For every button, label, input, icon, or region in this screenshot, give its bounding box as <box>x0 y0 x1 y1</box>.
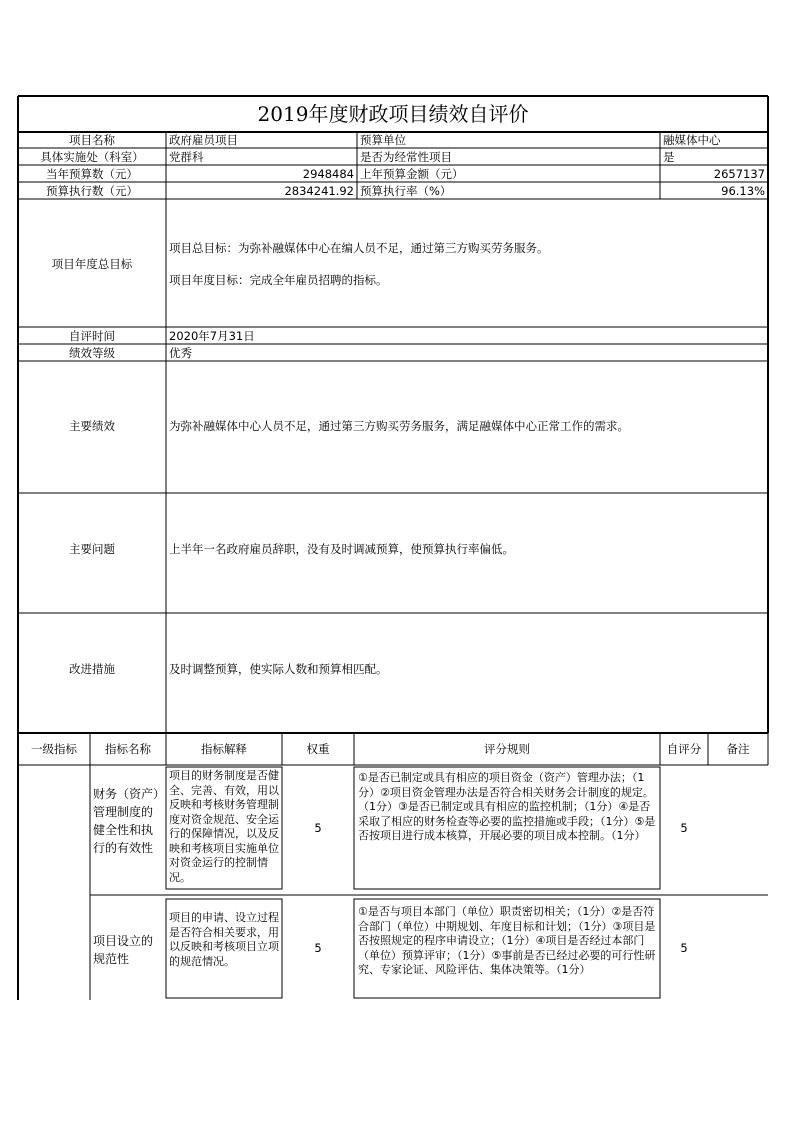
header-explain: 指标解释 <box>201 742 247 756</box>
problems-label: 主要问题 <box>69 542 115 556</box>
indicator-weight: 5 <box>314 821 322 835</box>
goals-line-2: 项目年度目标：完成全年雇员招聘的指标。 <box>169 273 388 287</box>
budget-label: 当年预算数（元） <box>46 167 138 181</box>
project-name-label: 项目名称 <box>69 133 115 147</box>
indicator-explain: 项目的财务制度是否健全、完善、有效，用以反映和考核财务管理制度对资金规范、安全运行的保障情况，以及反映和考核项目实施单位对资金运行的控制情况。 <box>169 769 279 884</box>
grade-value: 优秀 <box>169 346 192 360</box>
grade-label: 绩效等级 <box>69 346 115 360</box>
executed-value: 2834241.92 <box>284 184 354 198</box>
prev-budget-value: 2657137 <box>713 167 765 181</box>
impl-label: 具体实施处（科室） <box>40 150 144 164</box>
budget-value: 2948484 <box>302 167 354 181</box>
impl-value: 党群科 <box>169 150 204 164</box>
indicator-rules: ①是否已制定或具有相应的项目资金（资产）管理办法；（1分）②项目资金管理办法是否符合相关财务会计制度的规定。（1分）③是否已制定或具有相应的监控机制；（1分）④是否采取了相应的财务检查等必要的监控措施或手段；（1分）⑤是否按项目进行成本核算，开展必要的项目成本控制。（1分） <box>358 771 656 842</box>
eval-time-value: 2020年7月31日 <box>169 329 255 343</box>
header-remark: 备注 <box>726 742 750 756</box>
recurring-label: 是否为经常性项目 <box>360 150 452 164</box>
measures-value: 及时调整预算，使实际人数和预算相匹配。 <box>169 662 388 676</box>
goals-label: 项目年度总目标 <box>51 257 133 271</box>
recurring-value: 是 <box>663 150 675 164</box>
performance-value: 为弥补融媒体中心人员不足，通过第三方购买劳务服务，满足融媒体中心正常工作的需求。 <box>169 419 629 433</box>
indicator-explain: 项目的申请、设立过程是否符合相关要求，用以反映和考核项目立项的规范情况。 <box>169 911 279 968</box>
indicator-score: 5 <box>680 821 688 835</box>
indicator-name: 财务（资产）管理制度的健全性和执行的有效性 <box>93 787 160 855</box>
indicator-rules: ①是否与项目本部门（单位）职责密切相关；（1分）②是否符合部门（单位）中期规划、年度目标和计划；（1分）③项目是否按照规定的程序申请设立；（1分）④项目是否经过本部门（单位）预算评审；（1分）⑤事前是否已经过必要的可行性研究、专家论证、风险评估、集体决策等。（1分） <box>358 905 656 976</box>
header-name: 指标名称 <box>105 742 151 756</box>
header-rules: 评分规则 <box>484 742 530 756</box>
budget-unit-value: 融媒体中心 <box>663 133 721 147</box>
exec-rate-label: 预算执行率（%） <box>360 184 452 198</box>
header-self-score: 自评分 <box>666 742 702 756</box>
problems-value: 上半年一名政府雇员辞职，没有及时调减预算，使预算执行率偏低。 <box>169 542 514 556</box>
executed-label: 预算执行数（元） <box>46 184 138 198</box>
header-weight: 权重 <box>306 742 330 756</box>
measures-label: 改进措施 <box>69 662 115 676</box>
project-name-value: 政府雇员项目 <box>169 133 238 147</box>
budget-unit-label: 预算单位 <box>360 133 406 147</box>
prev-budget-label: 上年预算金额（元） <box>360 167 464 181</box>
indicator-score: 5 <box>680 941 688 955</box>
goals-line-1: 项目总目标：为弥补融媒体中心在编人员不足，通过第三方购买劳务服务。 <box>169 241 549 255</box>
header-level1: 一级指标 <box>31 742 77 756</box>
indicator-name: 项目设立的规范性 <box>93 934 154 966</box>
exec-rate-value: 96.13% <box>721 184 765 198</box>
eval-time-label: 自评时间 <box>69 329 115 343</box>
indicator-weight: 5 <box>314 941 322 955</box>
performance-label: 主要绩效 <box>69 419 115 433</box>
page-title: 2019年度财政项目绩效自评价 <box>257 102 529 126</box>
